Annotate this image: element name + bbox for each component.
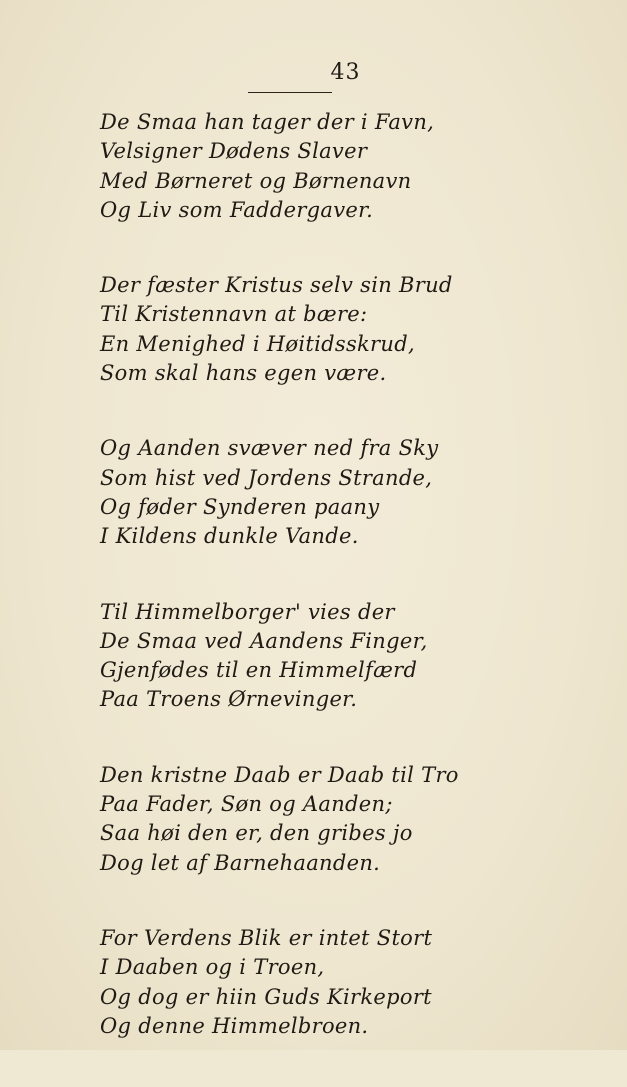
verse-line: Paa Fader, Søn og Aanden; xyxy=(100,792,393,817)
verse-line: Saa høi den er, den gribes jo xyxy=(100,821,413,846)
verse-line: Gjenfødes til en Himmelfærd xyxy=(100,658,418,683)
verse-line: Som skal hans egen være. xyxy=(100,361,387,386)
verse-line: Og Liv som Faddergaver. xyxy=(100,197,374,222)
verse-line: Til Himmelborger' vies der xyxy=(100,599,395,624)
page-number: 43 xyxy=(330,60,361,85)
header-rule xyxy=(248,92,332,93)
verse-line: Velsigner Dødens Slaver xyxy=(100,139,368,164)
verse-line: Og denne Himmelbroen. xyxy=(100,1013,369,1038)
poem xyxy=(100,108,540,1087)
verse-line: Paa Troens Ørnevinger. xyxy=(100,687,358,712)
verse-line: En Menighed i Høitidsskrud, xyxy=(100,331,415,356)
stanza-1 xyxy=(100,108,540,225)
verse-line: Den kristne Daab er Daab til Tro xyxy=(100,762,459,787)
verse-line: Og Aanden svæver ned fra Sky xyxy=(100,436,439,461)
verse-line: For Verdens Blik er intet Stort xyxy=(100,925,433,950)
verse-line: Og føder Synderen paany xyxy=(100,494,380,519)
verse-line: De Smaa han tager der i Favn, xyxy=(100,110,435,134)
stanza-5 xyxy=(100,761,540,878)
stanza-6 xyxy=(100,924,540,1041)
verse-line: Til Kristennavn at bære: xyxy=(100,302,368,327)
verse-line: Med Børneret og Børnenavn xyxy=(100,168,412,193)
stanza-4 xyxy=(100,598,540,715)
verse-line: I Kildens dunkle Vande. xyxy=(100,524,359,549)
stanza-3 xyxy=(100,434,540,551)
verse-line: I Daaben og i Troen, xyxy=(100,955,325,980)
verse-line: Dog let af Barnehaanden. xyxy=(100,850,381,875)
verse-line: Og dog er hiin Guds Kirkeport xyxy=(100,984,432,1009)
verse-line: De Smaa ved Aandens Finger, xyxy=(100,628,428,653)
stanza-2 xyxy=(100,271,540,388)
verse-line: Der fæster Kristus selv sin Brud xyxy=(100,273,453,298)
verse-line: Som hist ved Jordens Strande, xyxy=(100,465,433,490)
